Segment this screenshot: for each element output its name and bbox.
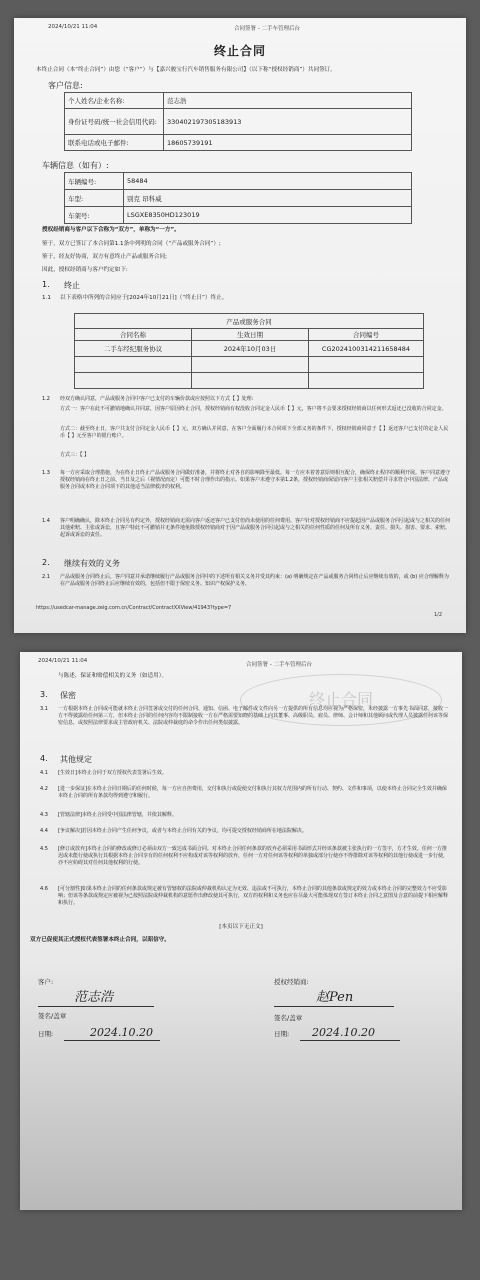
vehicle-number-value: 58484 bbox=[124, 173, 412, 190]
clause-1-3: 每一方应采取合理措施，为在终止日终止产品或服务合同做好准备，并将终止对各自的影响降至最低。每一方应本着善意原则相互配合，确保终止程序的顺利开展。客户同意遵守授权经销商在终止日之前、当日及之后（视情况而定）可能不时合理作出的指示。如果客户未遵守本第1.2条，授权经销商保留向客户主张相关赔偿并寻求符合中国法律、产品或服务合同或本终止合同项下的其他适当法律救济的权利。 bbox=[60, 470, 451, 490]
clause-number: 1.2 bbox=[42, 396, 50, 402]
clause-1-2: 经双方确认同意，产品或服务合同中客户已支付的车辆价款或应按照以下方式【 】处理: bbox=[60, 396, 254, 402]
clause-4-2: [进一步保证]在本终止合同日期后的任何时候，每一方应自担费用，交付和执行或促使交付和执行其权力范围内的所有行动、契约、文件和事项，以使本终止合同完全生效并确保本终止合同的所有条款均得到遵守和履行。 bbox=[58, 786, 447, 799]
contract-name-cell: 二手车经纪服务协议 bbox=[75, 341, 192, 357]
customer-label: 客户: bbox=[38, 978, 54, 986]
customer-handwritten-signature: 范志浩 bbox=[74, 990, 114, 1005]
table-row bbox=[75, 341, 424, 357]
table-row bbox=[65, 190, 412, 207]
contract-title: 终止合同 bbox=[213, 44, 266, 58]
sign-label: 签名/盖章 bbox=[38, 1012, 67, 1020]
clause-1-2-option-3: 方式三：【 】 bbox=[60, 452, 90, 458]
sign-label: 签名/盖章 bbox=[274, 1014, 303, 1022]
footer-url[interactable]: https://usedcar-manage.zeig.com.cn/Contract/ContractXXView/41943?type=7 bbox=[36, 605, 232, 611]
clause-4-3: [管辖法律]本终止合同受中国法律管辖，并依其解释。 bbox=[58, 812, 177, 818]
contract-table-title: 产品或服务合同 bbox=[75, 314, 424, 329]
whereas-clause-2: 鉴于，经友好协商，双方有意终止产品或服务合同; bbox=[42, 254, 167, 260]
clause-1-2-option-2: 方式二：截至终止日，客户共支付合同定金人民币【 】元，双方确认并同意，在客户全面履行本合同项下全部义务的条件下，授权经销商同意于【 】返还客户已支付的定金人民币【 】元至客户的银行账户。 bbox=[60, 426, 449, 439]
column-header: 生效日期 bbox=[192, 329, 309, 341]
effective-date-cell: 2024年10月03日 bbox=[192, 341, 309, 357]
clause-4-6: [可分割性]如果本终止合同的任何条款或规定被有管辖权的法院或仲裁机构认定为无效、违法或不可执行，本终止合同的其他条款或规定的效力或本终止合同的完整效力不应受影响；但该等条款或规定应被视为已按照法院或仲裁机构的意愿作出修改使其可执行，双方的权利和义务也应在尽最大可能体现双方签订本终止合同之意图及合意的前提下相应解释和执行。 bbox=[58, 886, 449, 906]
clause-3-1: 一方根据本终止合同或可能就本终止合同签署或交付的任何合同、通知、信函、电子邮件或文件向另一方提供的所有信息均应视为严格保密，未经披露一方事先书面同意，接收一方不得披露给任何第三方，但本终止合同的任何内容均不限制接收一方在严格需要知晓的基础上向其董事、高级职员、雇员、律师、会计师和其他顾问或代理人员披露任何该等保密信息，或按照法律要求或主管政府机关、法院或仲裁庭的命令作出任何类似披露。 bbox=[58, 706, 449, 726]
clause-2-1: 产品或服务合同终止后，客户同意并承诺继续履行产品或服务合同中的下述所有相关义务并受其约束：(a) 明确规定在产品或服务合同终止后应继续有效的，或 (b) 应合理解释为在产品或服务合同终止后应继续有效的，包括但不限于保密义务、知识产权保护义务、 bbox=[60, 574, 449, 587]
blank-page-note: [本页以下无正文] bbox=[219, 924, 263, 930]
section-number: 2. bbox=[42, 558, 50, 567]
dealer-handwritten-date: 2024.10.20 bbox=[312, 1026, 375, 1039]
vehicle-info-heading: 车辆信息（如有）: bbox=[42, 161, 109, 170]
table-row bbox=[65, 93, 412, 109]
customer-id-value: 330402197305183913 bbox=[164, 109, 412, 135]
clause-1-2-option-1: 方式一：客户在此不可撤销地确认并同意，因客户原因终止合同，授权经销商有权没收合同定金人民币【 】元，客户将不会要求授权经销商以任何形式返还已没收的合同定金。 bbox=[60, 406, 447, 412]
contract-list-table bbox=[74, 313, 424, 389]
table-row bbox=[65, 207, 412, 224]
customer-phone-value: 18605739191 bbox=[164, 135, 412, 151]
clause-4-1: [生效日]本终止合同于双方授权代表签署后生效。 bbox=[58, 770, 167, 776]
field-label: 车架号: bbox=[65, 207, 124, 224]
section-title-miscellaneous: 其他规定 bbox=[60, 755, 92, 764]
clause-number: 1.4 bbox=[42, 518, 50, 524]
dealer-label: 授权经销商: bbox=[274, 978, 309, 986]
contract-page-2 bbox=[20, 652, 462, 1210]
whereas-clause-1: 鉴于，双方已签订了本合同第1.1条中列明的合同（“产品或服务合同”）; bbox=[42, 241, 221, 247]
print-header: 合同签署 - 二手车管理后台 bbox=[234, 26, 300, 32]
clause-number: 1.1 bbox=[42, 295, 51, 301]
field-label: 联系电话或电子邮件: bbox=[65, 135, 164, 151]
carryover-text: 与陈述、保证和赔偿相关的义务（如适用）。 bbox=[58, 673, 168, 679]
dealer-handwritten-signature: 赵Pen bbox=[316, 990, 354, 1005]
clause-number: 4.3 bbox=[40, 812, 48, 818]
field-label: 车型: bbox=[65, 190, 124, 207]
customer-handwritten-date: 2024.10.20 bbox=[90, 1026, 153, 1039]
stamp-text: 终止合同 bbox=[308, 690, 373, 709]
date-label: 日期: bbox=[38, 1030, 54, 1038]
customer-date-line bbox=[64, 1040, 160, 1041]
clause-4-4: [争议解决]若因本终止合同产生任何争议，或者与本终止合同有关的争议，均可提交授权经销商所在地法院解决。 bbox=[58, 828, 307, 834]
table-row bbox=[65, 135, 412, 151]
clause-number: 4.2 bbox=[40, 786, 48, 792]
clause-number: 4.4 bbox=[40, 828, 48, 834]
clause-number: 4.5 bbox=[40, 846, 48, 852]
section-number: 4. bbox=[40, 754, 48, 763]
customer-name-value: 范志浩 bbox=[164, 93, 412, 109]
customer-signature-line bbox=[38, 1006, 154, 1007]
vehicle-model-value: 别克 昂科威 bbox=[124, 190, 412, 207]
clause-number: 3.1 bbox=[40, 706, 48, 712]
witness-clause: 双方已促使其正式授权代表签署本终止合同，以昭信守。 bbox=[30, 937, 170, 943]
table-row bbox=[65, 109, 412, 135]
section-number: 3. bbox=[40, 690, 48, 699]
page-number: 1/2 bbox=[434, 612, 443, 618]
field-label: 身份证号码/统一社会信用代码: bbox=[65, 109, 164, 135]
table-row bbox=[75, 357, 424, 373]
print-header: 合同签署 - 二手车管理后台 bbox=[246, 662, 312, 668]
clause-number: 2.1 bbox=[42, 574, 50, 580]
customer-info-table bbox=[64, 92, 412, 151]
print-timestamp: 2024/10/21 11:04 bbox=[48, 24, 98, 30]
column-header: 合同编号 bbox=[309, 329, 424, 341]
vehicle-info-table bbox=[64, 172, 412, 224]
intro-paragraph: 本终止合同（本“终止合同”）由您（“客户”）与【嘉兴骏宝行汽车销售服务有限公司】（以下称“授权经销商”）共同签订。 bbox=[36, 67, 336, 73]
print-timestamp: 2024/10/21 11:04 bbox=[38, 658, 88, 664]
clause-4-5: [修订或放弃]本终止合同的修改或修订必须由双方一致达成书面合同。对本终止合同任何条款的放弃必须采用书面形式并经该条款被主张执行的一方签字，方才生效。任何一方推迟或未能行使或执行其根据本终止合同享有的任何权利不应构成对该等权利的放弃，任何一方对任何该等权利的单独或部分行使亦不得排除对该等权利的其他行使或进一步行使，亦不应妨碍其对任何其他权利的行使。 bbox=[58, 846, 449, 866]
therefore-clause: 因此，授权经销商与客户约定如下: bbox=[42, 267, 128, 273]
clause-number: 4.6 bbox=[40, 886, 48, 892]
clause-number: 4.1 bbox=[40, 770, 48, 776]
table-header-row bbox=[75, 329, 424, 341]
customer-info-heading: 客户信息: bbox=[48, 81, 83, 90]
field-label: 个人姓名/企业名称: bbox=[65, 93, 164, 109]
table-row bbox=[75, 373, 424, 389]
section-title-surviving-obligations: 继续有效的义务 bbox=[64, 559, 120, 568]
parties-definition: 授权经销商与客户以下合称为“双方”，单称为“一方”。 bbox=[42, 227, 180, 233]
table-row bbox=[65, 173, 412, 190]
vin-value: LSGXE8350HD123019 bbox=[124, 207, 412, 224]
clause-1-4: 客户明确确认，除本终止合同另有约定外，授权经销商无需向客户返还客户已支付但尚未使用的任何费用。客户针对授权经销商不应提起因产品或服务合同引起或与之相关的任何其他索赔、主张或诉讼，且客户特此不可撤销并无条件地免除授权经销商对于因产品或服务合同引起或与之相关的任何性质的任何及所有义务、责任、损失、损害、要求、索赔、起诉或诉讼的责任。 bbox=[60, 518, 451, 538]
clause-number: 1.3 bbox=[42, 470, 50, 476]
section-title-confidentiality: 保密 bbox=[60, 691, 76, 700]
contract-page-1 bbox=[14, 18, 466, 633]
section-title-termination: 终止 bbox=[64, 281, 80, 290]
contract-number-cell: CG2024100314211658484 bbox=[309, 341, 424, 357]
dealer-date-line bbox=[300, 1040, 400, 1041]
clause-1-1: 以下表格中所列的合同应于[2024年10月21日]（“终止日”）终止。 bbox=[60, 295, 228, 301]
field-label: 车辆编号: bbox=[65, 173, 124, 190]
column-header: 合同名称 bbox=[75, 329, 192, 341]
date-label: 日期: bbox=[274, 1030, 290, 1038]
section-number: 1. bbox=[42, 280, 50, 289]
dealer-signature-line bbox=[274, 1006, 394, 1007]
